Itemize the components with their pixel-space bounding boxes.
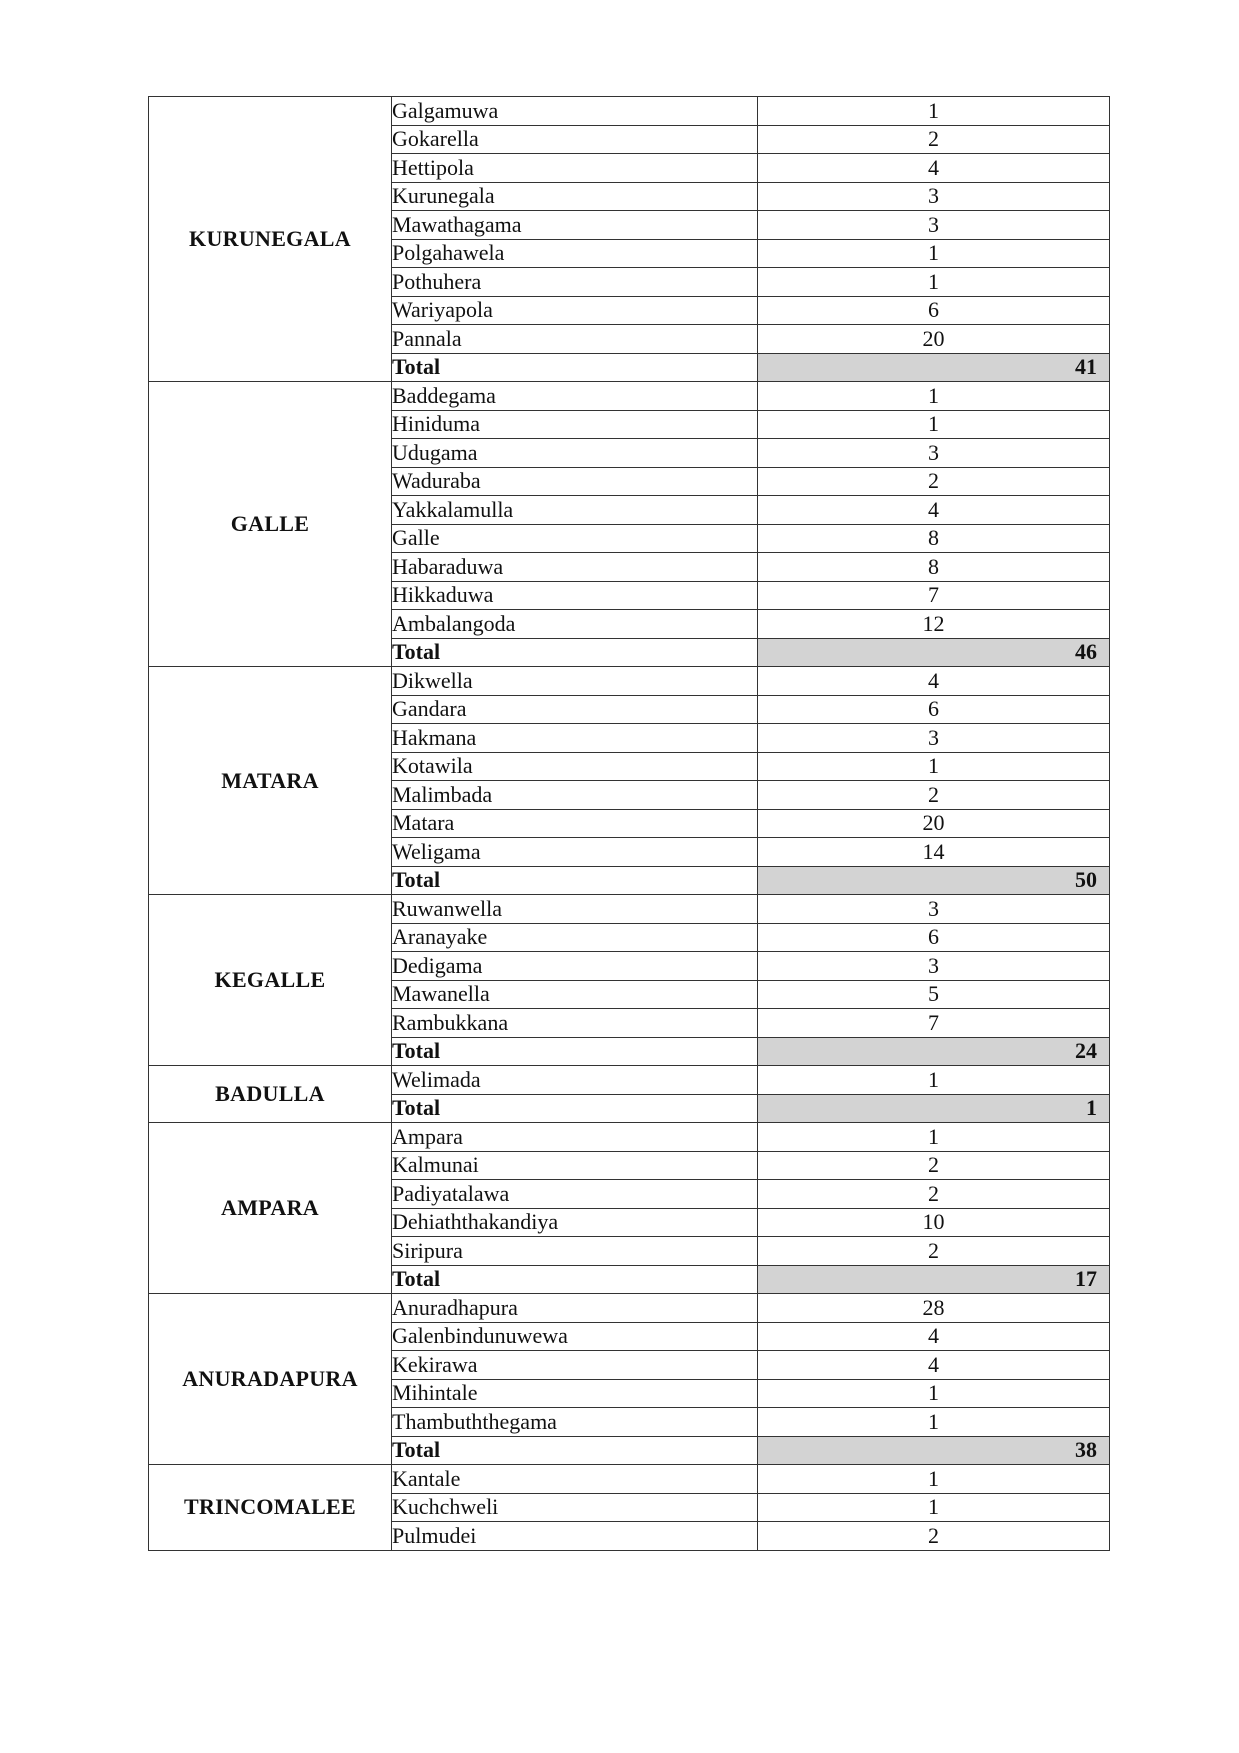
place-name: Galgamuwa [392,97,758,126]
place-count: 4 [758,667,1110,696]
place-count: 2 [758,1180,1110,1209]
place-count: 12 [758,610,1110,639]
place-name: Waduraba [392,467,758,496]
total-value: 1 [758,1094,1110,1123]
place-count: 1 [758,382,1110,411]
place-count: 3 [758,182,1110,211]
place-name: Thambuththegama [392,1408,758,1437]
place-name: Kalmunai [392,1151,758,1180]
place-count: 7 [758,581,1110,610]
place-name: Polgahawela [392,239,758,268]
place-name: Kuchchweli [392,1493,758,1522]
place-name: Matara [392,809,758,838]
place-name: Aranayake [392,923,758,952]
place-name: Galle [392,524,758,553]
place-name: Kekirawa [392,1351,758,1380]
place-count: 20 [758,809,1110,838]
place-count: 3 [758,439,1110,468]
place-count: 5 [758,980,1110,1009]
place-name: Galenbindunuwewa [392,1322,758,1351]
district-name: BADULLA [149,1066,392,1123]
place-count: 3 [758,895,1110,924]
place-name: Siripura [392,1237,758,1266]
district-table-body [149,97,1110,1551]
place-name: Ruwanwella [392,895,758,924]
place-count: 3 [758,952,1110,981]
district-name: TRINCOMALEE [149,1465,392,1551]
total-label: Total [392,1037,758,1066]
district-table [148,96,1110,1551]
place-count: 10 [758,1208,1110,1237]
place-count: 8 [758,553,1110,582]
place-count: 3 [758,724,1110,753]
place-count: 1 [758,1379,1110,1408]
table-row [149,667,1110,696]
place-count: 2 [758,1522,1110,1551]
total-value: 17 [758,1265,1110,1294]
district-name: ANURADAPURA [149,1294,392,1465]
place-name: Hakmana [392,724,758,753]
place-count: 1 [758,1408,1110,1437]
place-count: 2 [758,467,1110,496]
place-count: 1 [758,1123,1110,1152]
total-value: 50 [758,866,1110,895]
place-count: 1 [758,268,1110,297]
place-name: Rambukkana [392,1009,758,1038]
place-name: Gandara [392,695,758,724]
place-count: 20 [758,325,1110,354]
place-name: Kurunegala [392,182,758,211]
total-label: Total [392,638,758,667]
place-count: 8 [758,524,1110,553]
place-count: 2 [758,1237,1110,1266]
table-row [149,895,1110,924]
district-name: KURUNEGALA [149,97,392,382]
place-name: Yakkalamulla [392,496,758,525]
place-count: 7 [758,1009,1110,1038]
place-count: 1 [758,1493,1110,1522]
place-name: Hiniduma [392,410,758,439]
place-name: Kantale [392,1465,758,1494]
table-row [149,1294,1110,1323]
place-count: 6 [758,695,1110,724]
place-count: 6 [758,296,1110,325]
place-name: Pulmudei [392,1522,758,1551]
place-name: Hettipola [392,154,758,183]
place-name: Ampara [392,1123,758,1152]
place-name: Weligama [392,838,758,867]
total-label: Total [392,353,758,382]
place-name: Kotawila [392,752,758,781]
place-count: 4 [758,1322,1110,1351]
place-name: Padiyatalawa [392,1180,758,1209]
district-name: GALLE [149,382,392,667]
district-name: AMPARA [149,1123,392,1294]
place-name: Dehiaththakandiya [392,1208,758,1237]
district-name: KEGALLE [149,895,392,1066]
place-name: Mawathagama [392,211,758,240]
place-name: Habaraduwa [392,553,758,582]
place-name: Welimada [392,1066,758,1095]
place-name: Wariyapola [392,296,758,325]
table-row [149,97,1110,126]
place-count: 1 [758,1465,1110,1494]
place-count: 14 [758,838,1110,867]
total-label: Total [392,866,758,895]
place-name: Baddegama [392,382,758,411]
total-label: Total [392,1094,758,1123]
place-name: Pothuhera [392,268,758,297]
place-name: Hikkaduwa [392,581,758,610]
place-count: 4 [758,496,1110,525]
place-count: 3 [758,211,1110,240]
total-value: 46 [758,638,1110,667]
place-count: 6 [758,923,1110,952]
place-count: 1 [758,239,1110,268]
place-name: Mihintale [392,1379,758,1408]
place-count: 28 [758,1294,1110,1323]
total-value: 38 [758,1436,1110,1465]
table-row [149,1123,1110,1152]
place-name: Pannala [392,325,758,354]
table-row [149,1465,1110,1494]
district-name: MATARA [149,667,392,895]
place-count: 1 [758,97,1110,126]
place-count: 1 [758,1066,1110,1095]
total-label: Total [392,1265,758,1294]
table-row [149,1066,1110,1095]
place-name: Malimbada [392,781,758,810]
place-count: 4 [758,1351,1110,1380]
place-count: 2 [758,125,1110,154]
place-count: 4 [758,154,1110,183]
place-name: Udugama [392,439,758,468]
place-count: 2 [758,1151,1110,1180]
place-name: Mawanella [392,980,758,1009]
total-value: 24 [758,1037,1110,1066]
total-value: 41 [758,353,1110,382]
place-count: 1 [758,752,1110,781]
place-name: Anuradhapura [392,1294,758,1323]
place-name: Dikwella [392,667,758,696]
place-name: Dedigama [392,952,758,981]
total-label: Total [392,1436,758,1465]
place-name: Ambalangoda [392,610,758,639]
table-row [149,382,1110,411]
place-count: 2 [758,781,1110,810]
place-name: Gokarella [392,125,758,154]
place-count: 1 [758,410,1110,439]
